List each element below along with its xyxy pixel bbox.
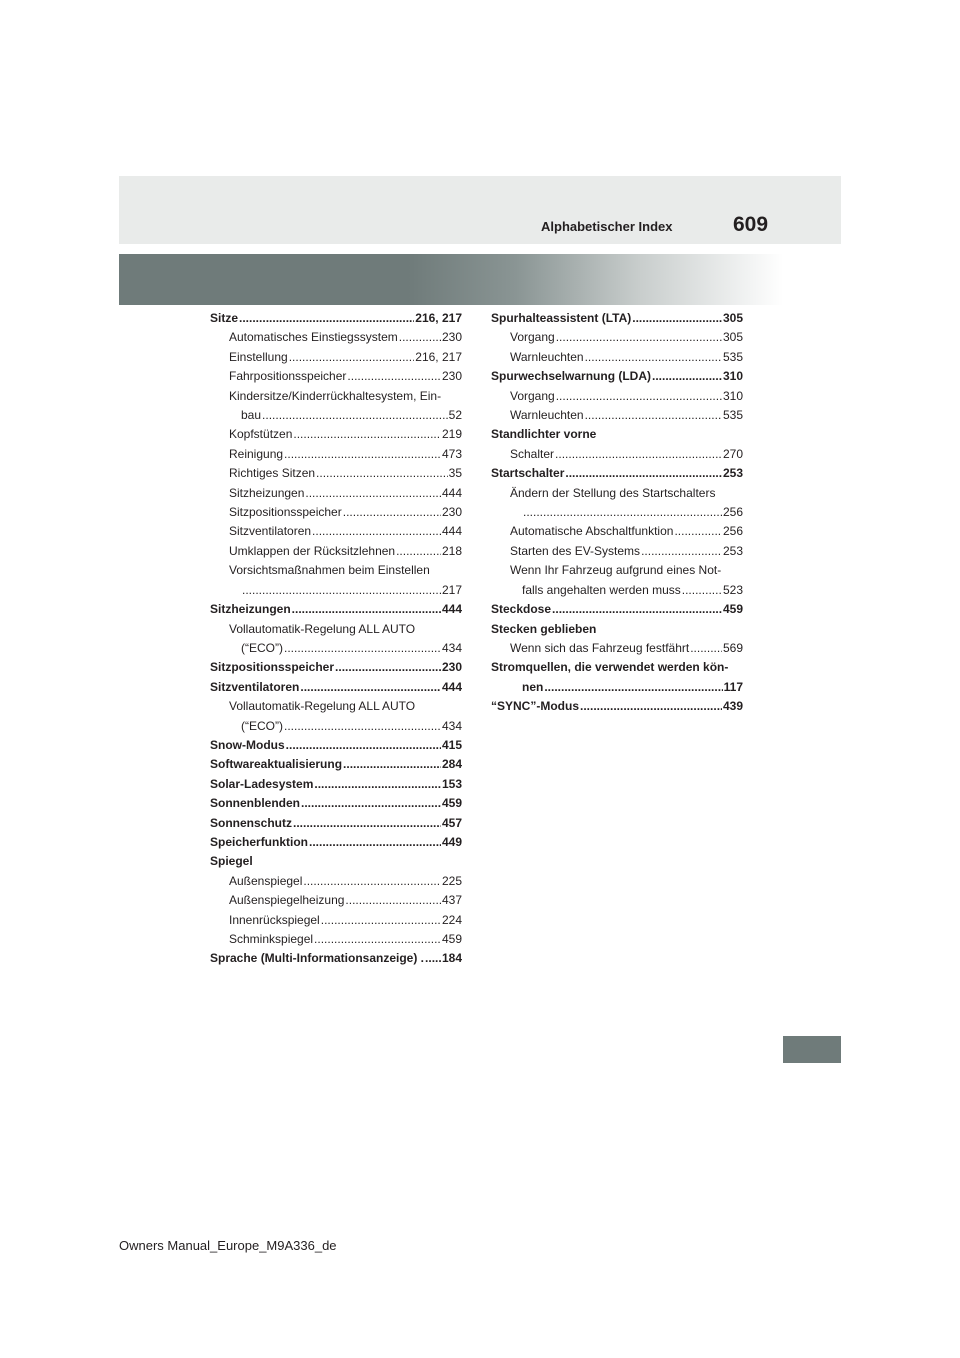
dot-leader <box>242 581 441 600</box>
index-term: (“ECO”) <box>241 640 283 655</box>
index-term: Wenn sich das Fahrzeug festfährt <box>510 640 690 655</box>
index-entry <box>491 464 743 483</box>
index-entry <box>491 387 743 406</box>
index-term: bau <box>241 408 262 423</box>
page-ref: 310 <box>722 369 743 384</box>
index-term: Spurwechselwarnung (LDA) <box>491 369 652 384</box>
index-entry <box>491 309 743 328</box>
index-term: Automatische Abschaltfunktion <box>510 524 674 539</box>
index-entry <box>210 949 462 968</box>
page-ref: 230 <box>441 369 462 384</box>
page-ref: 117 <box>723 679 743 694</box>
index-term: Sprache (Multi-Informationsanzeige) . <box>210 951 425 966</box>
index-entry <box>210 406 462 425</box>
dot-leader <box>565 464 722 483</box>
index-entry <box>210 600 462 619</box>
index-term: Innenrückspiegel <box>229 912 320 927</box>
index-heading: Spiegel <box>210 854 253 869</box>
dot-leader <box>239 309 414 328</box>
index-entry <box>491 678 743 697</box>
page-ref: 284 <box>441 757 462 772</box>
index-term: Vorgang <box>510 388 555 403</box>
page-ref: 253 <box>722 543 743 558</box>
index-entry <box>210 581 462 600</box>
dot-leader <box>309 833 441 852</box>
dot-leader <box>335 658 441 677</box>
index-entry <box>491 503 743 522</box>
index-entry <box>210 522 462 541</box>
dot-leader <box>544 678 722 697</box>
page-ref: 52 <box>448 408 462 423</box>
page-ref: 256 <box>722 524 743 539</box>
index-entry <box>210 542 462 561</box>
index-heading: Vorsichtsmaßnahmen beim Einstellen <box>229 563 430 578</box>
index-term: Schalter <box>510 446 555 461</box>
dot-leader <box>682 581 722 600</box>
index-entry <box>210 445 462 464</box>
index-term: Sitzpositionsspeicher <box>210 660 335 675</box>
page-ref: 444 <box>441 485 462 500</box>
index-term: Starten des EV-Systems <box>510 543 641 558</box>
dot-leader <box>399 328 441 347</box>
dot-leader <box>305 484 441 503</box>
index-term: Spurhalteassistent (LTA) <box>491 311 632 325</box>
index-term: Sitzheizungen <box>229 485 305 500</box>
dot-leader <box>523 503 722 522</box>
chapter-tab <box>783 1036 841 1063</box>
dot-leader <box>292 600 441 619</box>
dot-leader <box>316 464 448 483</box>
index-entry <box>210 891 462 910</box>
index-entry <box>491 542 743 561</box>
page-ref: 305 <box>722 330 743 345</box>
page-ref: 415 <box>441 737 462 752</box>
dot-leader <box>303 872 441 891</box>
page-ref: 217 <box>441 582 462 597</box>
page-ref: 444 <box>441 602 462 617</box>
index-entry <box>210 348 462 367</box>
index-entry <box>491 581 743 600</box>
index-term: Startschalter <box>491 466 565 481</box>
index-column-left <box>210 309 462 969</box>
index-term: Einstellung <box>229 349 288 364</box>
index-term: “SYNC”-Modus <box>491 699 579 714</box>
index-heading: Kindersitze/Kinderrückhaltesystem, Ein- <box>229 388 442 403</box>
index-term: Sitzheizungen <box>210 602 291 617</box>
dot-leader <box>284 639 441 658</box>
dot-leader <box>580 697 722 716</box>
index-entry <box>491 406 743 425</box>
dot-leader <box>321 911 441 930</box>
index-term: Sitzventilatoren <box>229 524 312 539</box>
dot-leader <box>262 406 448 425</box>
dot-leader <box>284 445 441 464</box>
index-entry <box>210 736 462 755</box>
index-entry <box>491 697 743 716</box>
index-term: Umklappen der Rücksitzlehnen <box>229 543 396 558</box>
index-entry <box>210 678 462 697</box>
dot-leader <box>425 949 441 968</box>
index-entry <box>210 658 462 677</box>
index-entry <box>491 367 743 386</box>
dot-leader <box>552 600 722 619</box>
page-ref: 449 <box>441 834 462 849</box>
index-heading: Vollautomatik-Regelung ALL AUTO <box>229 699 416 714</box>
index-term: Sonnenblenden <box>210 796 300 811</box>
index-entry <box>210 872 462 891</box>
page-ref: 35 <box>448 466 462 481</box>
index-entry <box>210 833 462 852</box>
page-number: 609 <box>733 213 769 236</box>
page-ref: 230 <box>441 330 462 345</box>
dot-leader <box>314 775 441 794</box>
page-ref: 310 <box>722 388 743 403</box>
page-ref: 459 <box>441 796 462 811</box>
dot-leader <box>556 387 722 406</box>
page-ref: 219 <box>441 427 462 442</box>
index-entry <box>210 717 462 736</box>
dot-leader <box>343 755 441 774</box>
page-ref: 216, 217 <box>415 349 462 364</box>
page-ref: 535 <box>722 408 743 423</box>
dot-leader <box>284 717 441 736</box>
index-term: Softwareaktualisierung <box>210 757 343 772</box>
page-ref: 225 <box>441 873 462 888</box>
page-ref: 459 <box>441 932 462 946</box>
dot-leader <box>343 503 441 522</box>
dot-leader <box>674 522 722 541</box>
page-ref: 459 <box>722 602 743 617</box>
index-entry <box>210 639 462 658</box>
dot-leader <box>396 542 441 561</box>
section-title: Alphabetischer Index <box>541 219 673 234</box>
index-entry <box>210 484 462 503</box>
index-term: Solar-Ladesystem <box>210 776 314 791</box>
index-entry <box>210 911 462 930</box>
page-ref: 434 <box>441 718 462 733</box>
index-term: Kopfstützen <box>229 427 293 442</box>
page-ref: 523 <box>722 582 743 597</box>
dot-leader <box>293 814 441 833</box>
dot-leader <box>289 348 415 367</box>
index-entry <box>210 755 462 774</box>
index-heading: Wenn Ihr Fahrzeug aufgrund eines Not- <box>510 563 722 578</box>
dot-leader <box>300 678 441 697</box>
index-entry <box>491 445 743 464</box>
index-term: Reinigung <box>229 446 284 461</box>
index-heading: Ändern der Stellung des Startschalters <box>510 485 716 500</box>
index-term: Warnleuchten <box>510 349 584 364</box>
index-term: Schminkspiegel <box>229 932 314 946</box>
dot-leader <box>286 736 441 755</box>
index-term: nen <box>522 679 544 694</box>
page-ref: 230 <box>441 505 462 520</box>
index-entry <box>210 814 462 833</box>
header-gradient-bar <box>119 254 841 305</box>
page-ref: 444 <box>441 679 462 694</box>
index-heading: Standlichter vorne <box>491 427 597 442</box>
index-term: (“ECO”) <box>241 718 283 733</box>
page-ref: 184 <box>441 951 462 966</box>
dot-leader <box>585 348 722 367</box>
page-ref: 434 <box>441 640 462 655</box>
dot-leader <box>556 328 722 347</box>
index-entry <box>210 367 462 386</box>
index-term: Außenspiegelheizung <box>229 893 345 908</box>
index-term: Außenspiegel <box>229 873 303 888</box>
dot-leader <box>293 425 441 444</box>
dot-leader <box>301 794 441 813</box>
page-ref: 253 <box>722 466 743 481</box>
index-entry <box>491 522 743 541</box>
dot-leader <box>314 930 441 949</box>
page-ref: 153 <box>441 776 462 791</box>
page-ref: 535 <box>722 349 743 364</box>
index-term: Fahrpositionsspeicher <box>229 369 347 384</box>
page-ref: 305 <box>722 311 743 325</box>
index-term: Sitze <box>210 311 239 325</box>
page-ref: 216, 217 <box>415 311 462 325</box>
footer-text: Owners Manual_Europe_M9A336_de <box>119 1238 337 1253</box>
index-term: Steckdose <box>491 602 552 617</box>
page-ref: 218 <box>441 543 462 558</box>
index-entry <box>491 328 743 347</box>
index-entry <box>210 464 462 483</box>
index-term: Sitzventilatoren <box>210 679 300 694</box>
index-entry <box>210 794 462 813</box>
index-term: Sitzpositionsspeicher <box>229 505 342 520</box>
index-term: Speicherfunktion <box>210 834 309 849</box>
page-ref: 270 <box>722 446 743 461</box>
index-entry <box>210 930 462 949</box>
dot-leader <box>312 522 441 541</box>
index-heading: Stecken geblieben <box>491 621 597 636</box>
page-ref: 444 <box>441 524 462 539</box>
index-term: Snow-Modus <box>210 737 285 752</box>
page-ref: 437 <box>441 893 462 908</box>
index-term: Sonnenschutz <box>210 815 293 830</box>
dot-leader <box>632 309 722 328</box>
dot-leader <box>345 891 441 910</box>
page-ref: 230 <box>441 660 462 675</box>
index-entry <box>210 425 462 444</box>
index-entry <box>210 775 462 794</box>
page-ref: 473 <box>441 446 462 461</box>
index-term: falls angehalten werden muss <box>522 582 681 597</box>
dot-leader <box>652 367 722 386</box>
dot-leader <box>690 639 722 658</box>
index-entry <box>210 328 462 347</box>
dot-leader <box>555 445 722 464</box>
index-entry <box>210 309 462 328</box>
index-entry <box>491 639 743 658</box>
dot-leader <box>585 406 722 425</box>
page-ref: 439 <box>722 699 743 714</box>
index-term: Richtiges Sitzen <box>229 466 316 481</box>
index-entry <box>491 348 743 367</box>
index-column-right <box>491 309 743 717</box>
page-ref: 256 <box>722 505 743 520</box>
page-ref: 457 <box>441 815 462 830</box>
index-entry <box>210 503 462 522</box>
index-heading: Stromquellen, die verwendet werden kön- <box>491 660 729 675</box>
index-term: Vorgang <box>510 330 555 345</box>
dot-leader <box>641 542 722 561</box>
page-ref: 569 <box>722 640 743 655</box>
page-ref: 224 <box>441 912 462 927</box>
dot-leader <box>347 367 441 386</box>
index-entry <box>491 600 743 619</box>
index-term: Automatisches Einstiegssystem <box>229 330 398 345</box>
index-heading: Vollautomatik-Regelung ALL AUTO <box>229 621 416 636</box>
index-term: Warnleuchten <box>510 408 584 423</box>
